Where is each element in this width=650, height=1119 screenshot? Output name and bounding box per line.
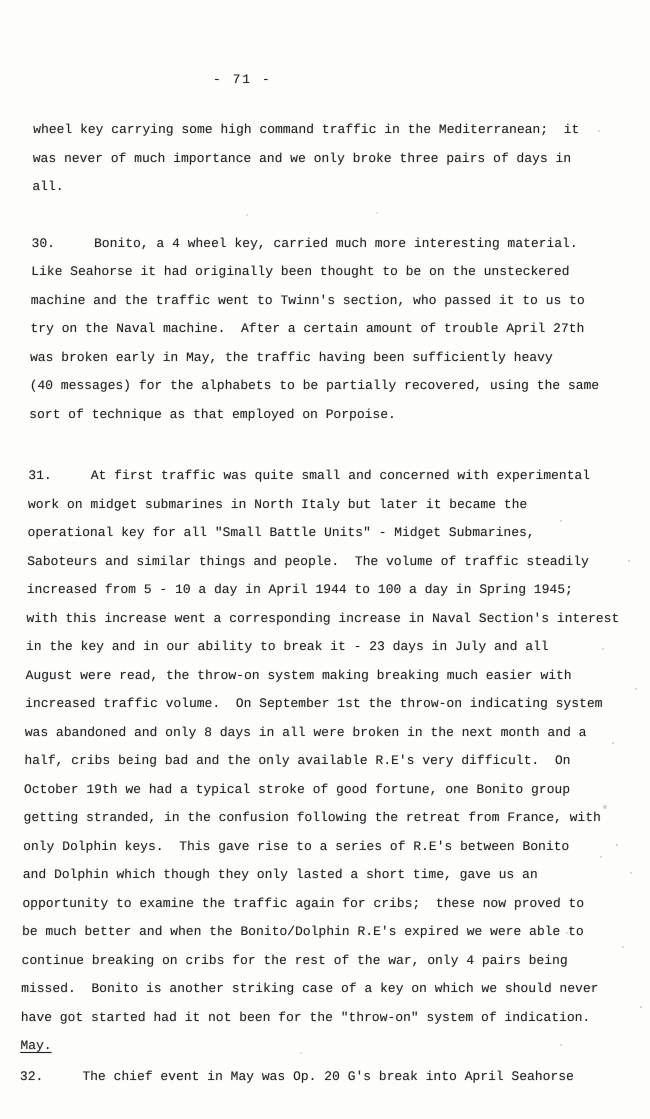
continuation-paragraph: wheel key carrying some high command traffic in the Mediterranean; it was never of much importance and we only broke three pairs of days in all. (32, 122, 580, 194)
page-number: - 71 - (212, 72, 272, 87)
paragraph-30: 30. Bonito, a 4 wheel key, carried much more interesting material. Like Seahorse it had originally been thought to be on the unsteckered machine and the traffic went to Twinn's section, who passed it to us to try on the Naval machine. After a certain amount of trouble April 27th was broken early in May, the traffic having been sufficiently heavy (40 messages) for the alphabets to be partially recovered, using the same sort of technique as that employed on Porpoise. (29, 235, 600, 422)
scan-noise (0, 0, 2, 2)
paragraph-31: 31. At first traffic was quite small and concerned with experimental work on midget submarines in North Italy but later it became the operational key for all "Small Battle Units" - Midget Submarines, Saboteurs and similar things and people. The volume of traffic steadily increased from 5 - 10 a day in April 1944 to 100 a day in Spring 1945; with this increase went a corresponding increase in Naval Section's interest in the key and in our ability to break it - 23 days in July and all August were read, the throw-on system making breaking much easier with increased traffic volume. On September 1st the throw-on indicating system was abandoned and only 8 days in all were broken in the next month and a half, cribs being bad and the only available R.E's very difficult. On October 19th we had a typical stroke of good fortune, one Bonito group getting stranded, in the confusion following the retreat from France, with only Dolphin keys. This gave rise to a series of R.E's between Bonito and Dolphin which though they only lasted a short time, gave us an opportunity to examine the traffic again for cribs; these now proved to be much better and when the Bonito/Dolphin R.E's expired we were able to continue breaking on cribs for the rest of the war, only 4 pairs being missed. Bonito is another striking case of a key on which we should never have got started had it not been for the "throw-on" system of indication. (20, 468, 620, 1025)
section-heading-may: May. (20, 1038, 52, 1053)
paragraph-32: 32. The chief event in May was Op. 20 G's break into April Seahorse (19, 1068, 574, 1084)
